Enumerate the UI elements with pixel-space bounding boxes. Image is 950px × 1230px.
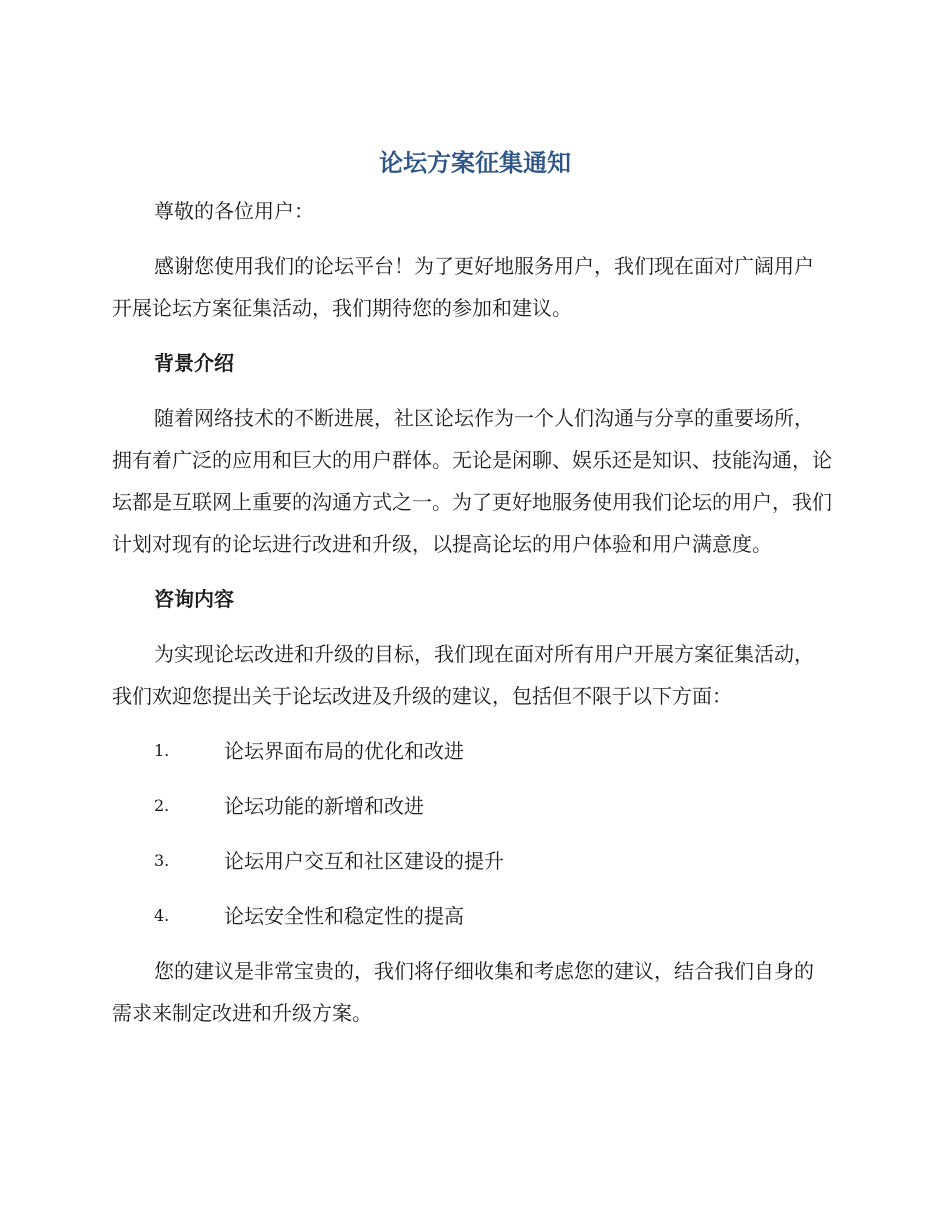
section-heading-background: 背景介绍 [154,351,234,375]
list-item-number: 4. [154,906,170,925]
list-item [112,840,832,882]
document-title: 论坛方案征集通知 [379,149,571,177]
greeting: 尊敬的各位用户： [154,199,314,223]
background-paragraph: 随着网络技术的不断进展，社区论坛作为一个人们沟通与分享的重要场所，拥有着广泛的应用和巨大的用户群体。无论是闲聊、娱乐还是知识、技能沟通，论坛都是互联网上重要的沟通方式之一。为了更好地服务使用我们论坛的用户，我们计划对现有的论坛进行改进和升级，以提高论坛的用户体验和用户满意度。 [112,406,832,556]
suggestion-list [112,730,832,937]
intro-paragraph: 感谢您使用我们的论坛平台！为了更好地服务用户，我们现在面对广阔用户开展论坛方案征集活动，我们期待您的参加和建议。 [112,254,814,320]
list-item [112,785,832,827]
list-item-number: 1. [154,741,170,760]
list-item-text: 论坛用户交互和社区建设的提升 [224,849,504,873]
document-body [112,190,832,1034]
list-item-number: 3. [154,851,170,870]
closing-paragraph: 您的建议是非常宝贵的，我们将仔细收集和考虑您的建议，结合我们自身的需求来制定改进和升级方案。 [112,959,814,1025]
section-heading-consultation: 咨询内容 [154,587,234,611]
list-item-text: 论坛功能的新增和改进 [224,794,424,818]
list-item-text: 论坛安全性和稳定性的提高 [224,904,464,928]
consultation-paragraph: 为实现论坛改进和升级的目标，我们现在面对所有用户开展方案征集活动，我们欢迎您提出关于论坛改进及升级的建议，包括但不限于以下方面： [112,642,814,708]
list-item-number: 2. [154,796,170,815]
list-item [112,895,832,937]
list-item [112,730,832,772]
list-item-text: 论坛界面布局的优化和改进 [224,739,464,763]
